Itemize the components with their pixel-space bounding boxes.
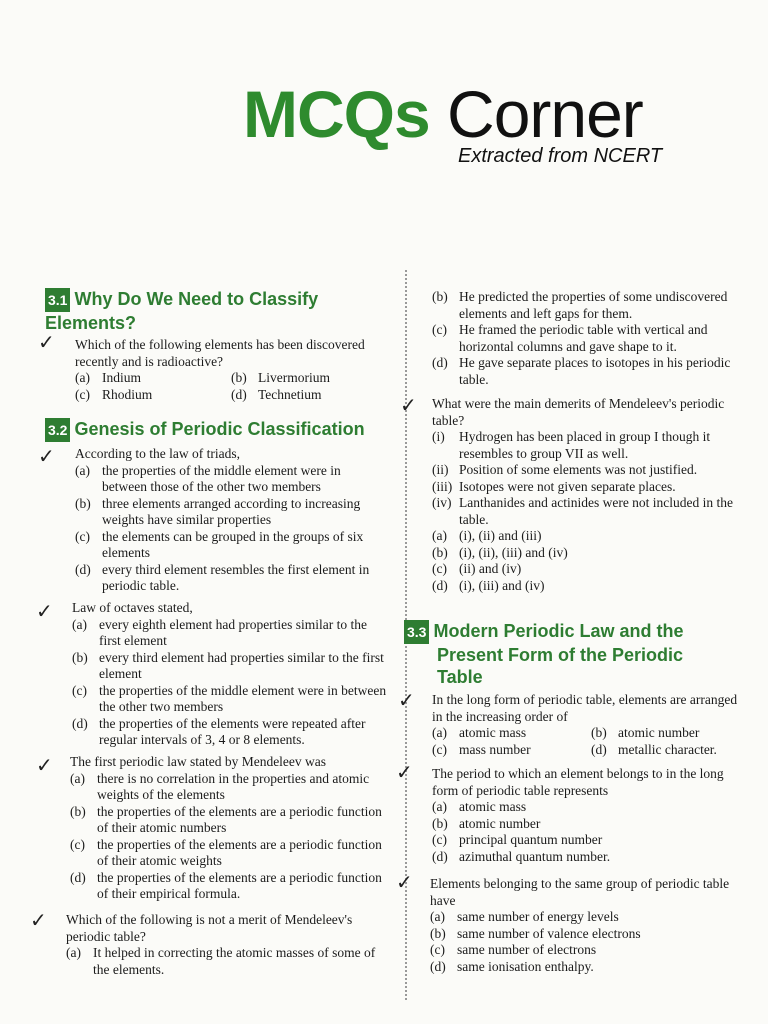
- question-6: What were the main demerits of Mendeleev's periodic table? (i) Hydrogen has been placed in group I though it resembles to group VII as well. (ii) Position of some elements was not justified. (iii) Isotopes were not given separate places. (iv) Lanthanides and actinides were not included in the table. (a) (i), (ii) and (iii) (b) (i), (ii), (iii) and (iv) (c) (ii) and (iv) (d) (i), (iii) and (iv): [432, 396, 750, 594]
- check-mark-icon: ✓: [38, 330, 55, 354]
- question-1: Which of the following elements has been discovered recently and is radioactive? (a) Indium (b) Livermorium (c) Rhodium (d) Technetium: [75, 337, 387, 403]
- question-4: The first periodic law stated by Mendeleev was (a) there is no correlation in the properties and atomic weights of the elements (b) the properties of the elements are a periodic function of their atomic numbers (c) the properties of the elements are a periodic function of their atomic weights (d) the properties of the elements are a periodic function of their empirical formula.: [70, 754, 387, 903]
- option-d: (d) metallic character.: [591, 741, 717, 757]
- option-d: (d) the properties of the elements are a periodic function of their empirical formula.: [70, 869, 382, 901]
- section-3-3-heading: 3.3 Modern Periodic Law and the Present Form of the Periodic Table: [404, 620, 754, 688]
- statement-ii: (ii) Position of some elements was not justified.: [432, 462, 698, 477]
- check-mark-icon: ✓: [398, 688, 415, 712]
- option-b: (b) He predicted the properties of some undiscovered elements and left gaps for them.: [432, 289, 728, 321]
- section-number-badge: 3.2: [45, 418, 70, 442]
- option-d: (d) He gave separate places to isotopes in his periodic table.: [432, 355, 731, 387]
- option-b: (b) the properties of the elements are a periodic function of their atomic numbers: [70, 803, 382, 835]
- option-b: (b) same number of valence electrons: [430, 925, 641, 941]
- title-corner: Corner: [447, 77, 643, 151]
- option-c: (c) the properties of the elements are a periodic function of their atomic weights: [70, 836, 382, 868]
- option-a: (a) the properties of the middle element were in between those of the other two members: [75, 462, 341, 494]
- option-d: (d) azimuthal quantum number.: [432, 848, 611, 864]
- check-mark-icon: ✓: [396, 760, 413, 784]
- option-c: (c) (ii) and (iv): [432, 561, 522, 576]
- statement-i: (i) Hydrogen has been placed in group I though it resembles to group VII as well.: [432, 429, 711, 461]
- option-a: (a) It helped in correcting the atomic masses of some of the elements.: [66, 945, 376, 977]
- question-9: Elements belonging to the same group of periodic table have (a) same number of energy levels (b) same number of valence electrons (c) same number of electrons (d) same ionisation enthalpy.: [430, 876, 750, 975]
- question-7: In the long form of periodic table, elements are arranged in the increasing order of (a) atomic mass (b) atomic number (c) mass number (d) metallic character.: [432, 692, 750, 758]
- option-c: (c) principal quantum number: [432, 832, 603, 847]
- option-c: (c) mass number: [432, 741, 531, 757]
- question-8: The period to which an element belongs to in the long form of periodic table represents (a) atomic mass (b) atomic number (c) principal quantum number (d) azimuthal quantum number.: [432, 766, 750, 865]
- statement-iii: (iii) Isotopes were not given separate places.: [432, 478, 676, 494]
- option-d: (d) Technetium: [231, 386, 322, 402]
- question-2: According to the law of triads, (a) the properties of the middle element were in between those of the other two members (b) three elements arranged according to increasing weights have similar properties (c) the elements can be grouped in the groups of six elements (d) every third element resembles the first element in periodic table.: [75, 446, 387, 595]
- option-b: (b) Livermorium: [231, 370, 330, 385]
- option-b: (b) atomic number: [432, 815, 541, 831]
- option-a: (a) there is no correlation in the properties and atomic weights of the elements: [70, 770, 370, 802]
- title-mcqs: MCQs: [243, 77, 430, 151]
- option-c: (c) the elements can be grouped in the groups of six elements: [75, 528, 364, 560]
- page-subtitle: Extracted from NCERT: [458, 145, 663, 167]
- check-mark-icon: ✓: [36, 753, 53, 777]
- option-b: (b) three elements arranged according to increasing weights have similar properties: [75, 495, 361, 527]
- check-mark-icon: ✓: [30, 908, 47, 932]
- question-5-continued: [432, 289, 750, 388]
- question-5: Which of the following is not a merit of Mendeleev's periodic table? (a) It helped in correcting the atomic masses of some of the elements.: [66, 912, 387, 978]
- option-a: (a) every eighth element had properties similar to the first element: [72, 616, 368, 648]
- option-d: (d) the properties of the elements were repeated after regular intervals of 3, 4 or 8 elements.: [72, 715, 366, 747]
- section-3-1-heading: 3.1 Why Do We Need to Classify Elements?: [45, 289, 319, 333]
- option-d: (d) (i), (iii) and (iv): [432, 577, 545, 593]
- option-a: (a) atomic mass: [432, 725, 527, 740]
- option-b: (b) (i), (ii), (iii) and (iv): [432, 544, 568, 560]
- option-c: (c) same number of electrons: [430, 942, 597, 957]
- check-mark-icon: ✓: [396, 870, 413, 894]
- option-d: (d) every third element resembles the first element in periodic table.: [75, 561, 370, 593]
- option-b: (b) atomic number: [591, 725, 700, 740]
- option-a: (a) (i), (ii) and (iii): [432, 528, 542, 543]
- option-b: (b) every third element had properties similar to the first element: [72, 649, 384, 681]
- option-c: (c) the properties of the middle element were in between the other two members: [72, 682, 387, 714]
- option-c: (c) Rhodium: [75, 386, 153, 402]
- section-number-badge: 3.1: [45, 288, 70, 312]
- section-3-2-heading: 3.2 Genesis of Periodic Classification: [45, 418, 395, 442]
- option-d: (d) same ionisation enthalpy.: [430, 958, 594, 974]
- page-title: [243, 78, 643, 150]
- check-mark-icon: ✓: [36, 599, 53, 623]
- option-c: (c) He framed the periodic table with vertical and horizontal columns and gave shape to it.: [432, 322, 708, 354]
- option-a: (a) atomic mass: [432, 799, 527, 814]
- check-mark-icon: ✓: [400, 393, 417, 417]
- question-3: Law of octaves stated, (a) every eighth element had properties similar to the first element (b) every third element had properties similar to the first element (c) the properties of the middle element were in between the other two members (d) the properties of the elements were repeated after regular intervals of 3, 4 or 8 elements.: [72, 600, 387, 747]
- check-mark-icon: ✓: [38, 444, 55, 468]
- section-number-badge: 3.3: [404, 620, 429, 644]
- option-a: (a) Indium: [75, 370, 141, 385]
- statement-iv: (iv) Lanthanides and actinides were not included in the table.: [432, 495, 734, 527]
- option-a: (a) same number of energy levels: [430, 909, 619, 924]
